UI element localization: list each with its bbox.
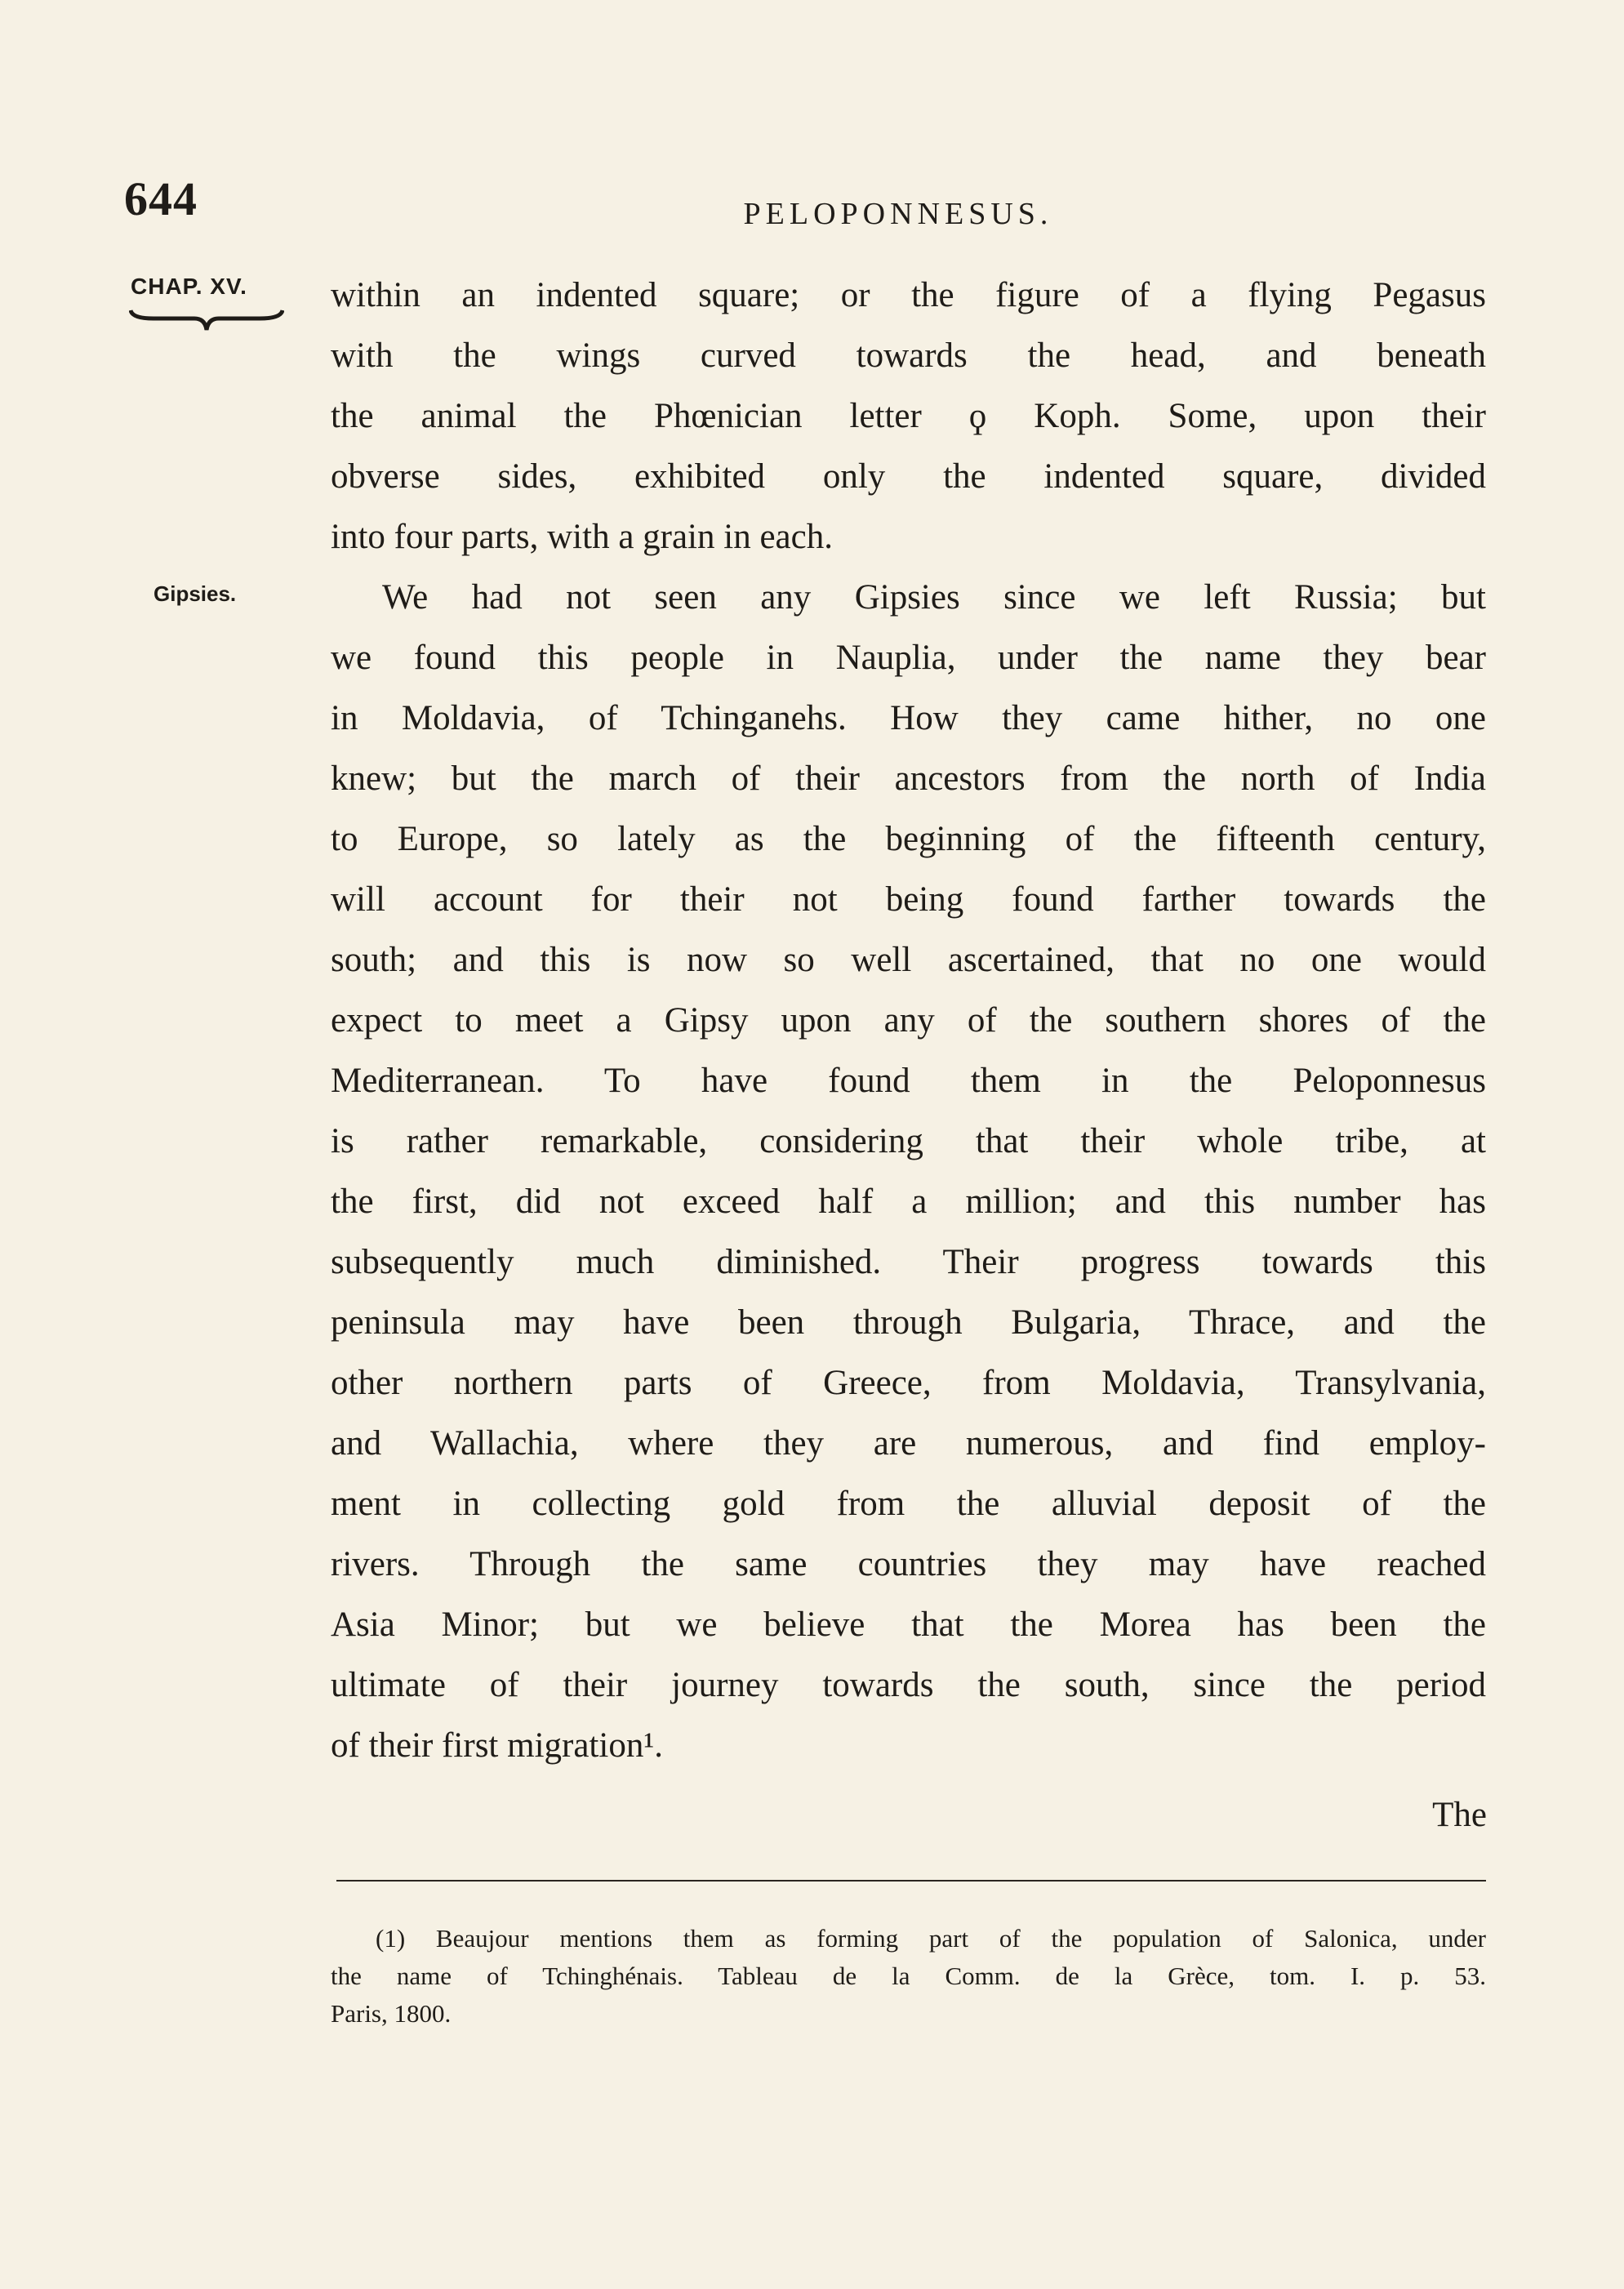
body-line: we found this people in Nauplia, under the name they bear xyxy=(331,639,1486,677)
body-line: in Moldavia, of Tchinganehs. How they came hither, no one xyxy=(331,699,1486,737)
footnote-line: Paris, 1800. xyxy=(331,1999,452,2028)
footnote-line: the name of Tchinghénais. Tableau de la Comm. de la Grèce, tom. I. p. 53. xyxy=(331,1962,1486,1990)
body-line: expect to meet a Gipsy upon any of the southern shores of the xyxy=(331,1001,1486,1040)
body-line: with the wings curved towards the head, and beneath xyxy=(331,336,1486,375)
body-line: within an indented square; or the figure of a flying Pegasus xyxy=(331,276,1486,314)
footnote-line: (1) Beaujour mentions them as forming part of the population of Salonica, under xyxy=(376,1924,1486,1953)
body-line: Mediterranean. To have found them in the Peloponnesus xyxy=(331,1062,1486,1100)
body-line: the animal the Phœnician letter ϙ Koph. Some, upon their xyxy=(331,397,1486,435)
body-line: Asia Minor; but we believe that the Morea has been the xyxy=(331,1605,1486,1644)
body-line: the first, did not exceed half a million; and this number has xyxy=(331,1182,1486,1221)
body-line: peninsula may have been through Bulgaria, Thrace, and the xyxy=(331,1303,1486,1342)
page-number: 644 xyxy=(124,172,198,225)
body-line: is rather remarkable, considering that their whole tribe, at xyxy=(331,1122,1486,1160)
chapter-marker: CHAP. XV. xyxy=(131,274,247,299)
body-line: ment in collecting gold from the alluvial deposit of the xyxy=(331,1485,1486,1523)
body-line: to Europe, so lately as the beginning of the fifteenth century, xyxy=(331,820,1486,858)
brace-ornament xyxy=(129,304,284,336)
body-line: other northern parts of Greece, from Moldavia, Transylvania, xyxy=(331,1364,1486,1402)
body-line: rivers. Through the same countries they may have reached xyxy=(331,1545,1486,1583)
body-line: will account for their not being found farther towards the xyxy=(331,880,1486,919)
footnote-divider xyxy=(336,1880,1486,1882)
body-line: obverse sides, exhibited only the indented square, divided xyxy=(331,457,1486,496)
body-line: ultimate of their journey towards the south, since the period xyxy=(331,1666,1486,1704)
body-line: knew; but the march of their ancestors from the north of India xyxy=(331,759,1486,798)
body-line: and Wallachia, where they are numerous, and find employ- xyxy=(331,1424,1486,1463)
body-line: south; and this is now so well ascertained, that no one would xyxy=(331,941,1486,979)
body-line: We had not seen any Gipsies since we left Russia; but xyxy=(382,578,1486,617)
running-head: PELOPONNESUS. xyxy=(743,197,1053,231)
catchword: The xyxy=(1432,1796,1487,1834)
body-line: of their first migration¹. xyxy=(331,1726,663,1765)
margin-note-gipsies: Gipsies. xyxy=(154,581,237,606)
body-line: into four parts, with a grain in each. xyxy=(331,518,833,556)
body-line: subsequently much diminished. Their progress towards this xyxy=(331,1243,1486,1281)
